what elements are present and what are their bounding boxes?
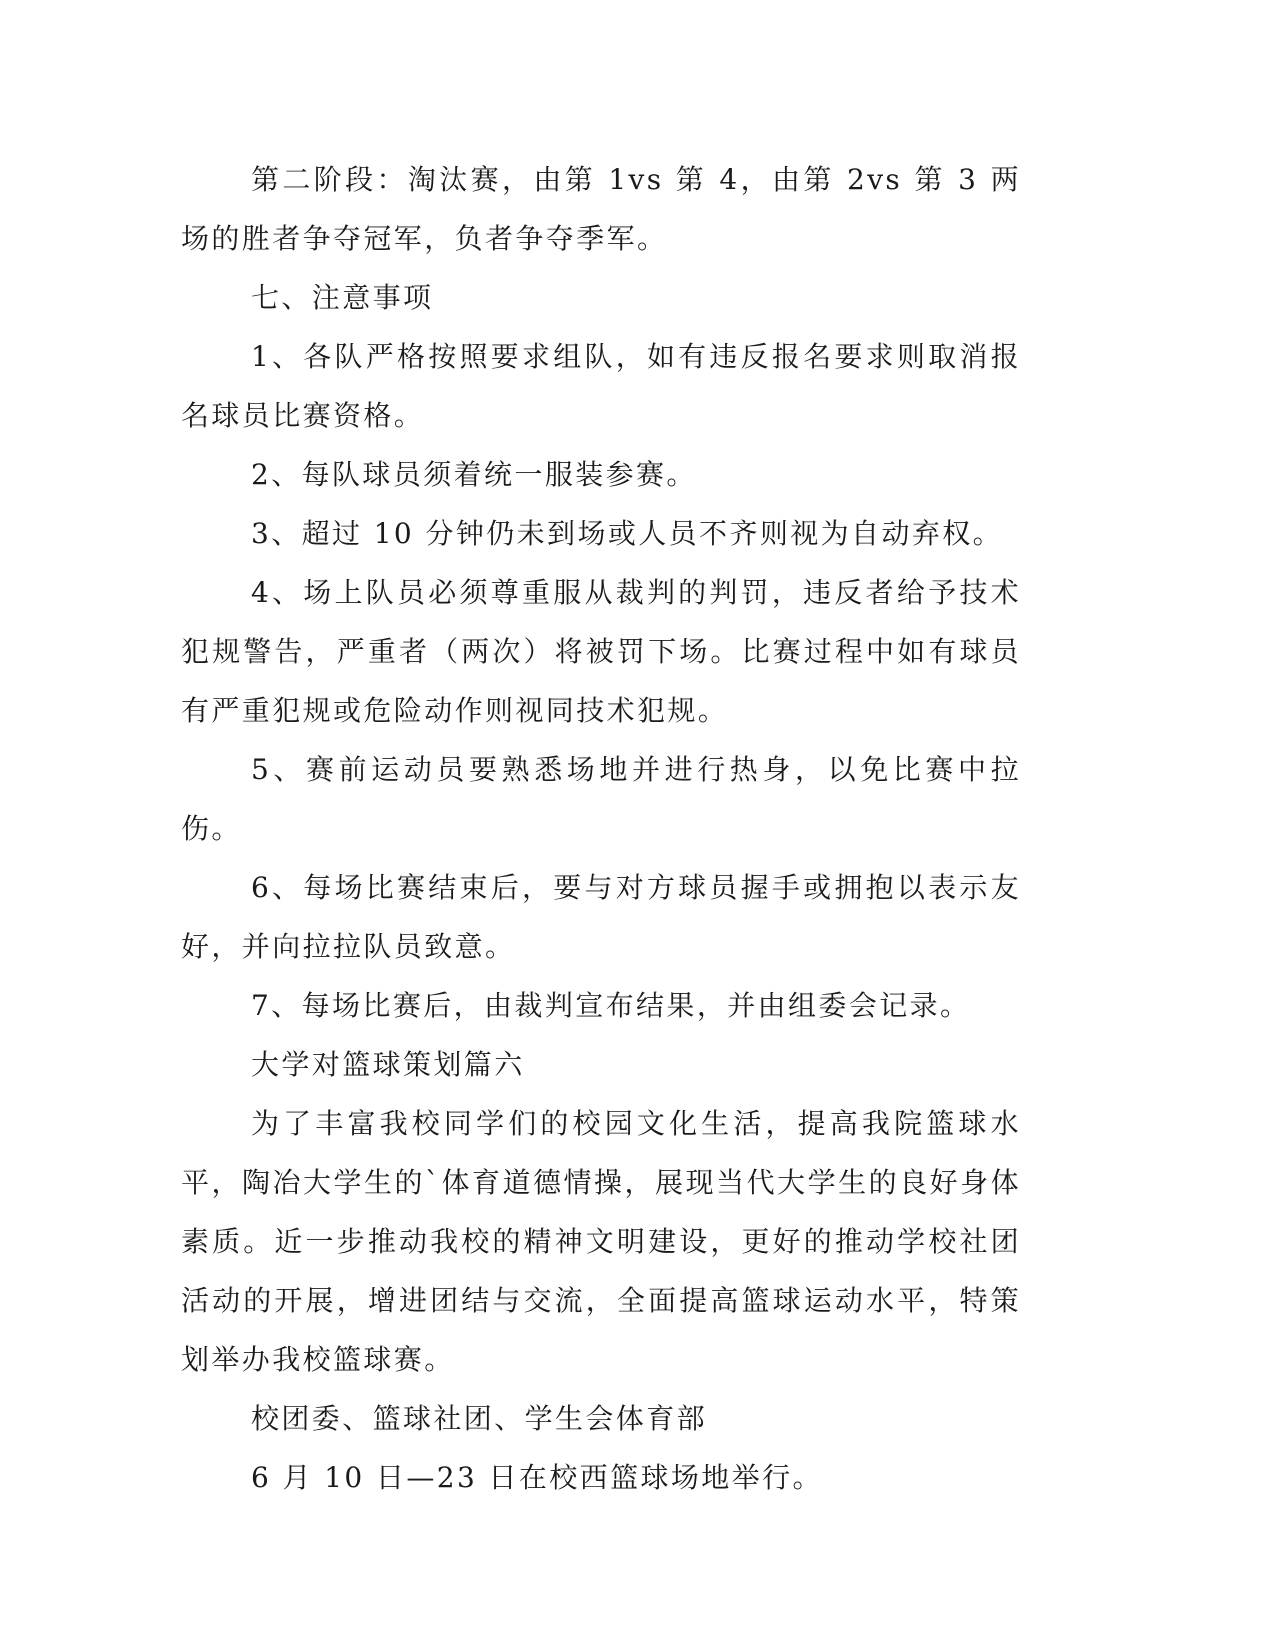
chapter-title: 大学对篮球策划篇六 <box>251 1048 525 1081</box>
paragraph-organizers: 校团委、篮球社团、学生会体育部 <box>251 1402 708 1435</box>
paragraph-purpose: 为了丰富我校同学们的校园文化生活，提高我院篮球水平，陶冶大学生的`体育道德情操，展现当代大学生的良好身体素质。近一步推动我校的精神文明建设，更好的推动学校社团活动的开展，增进团结与交流，全面提高篮球运动水平，特策划举办我校篮球赛。 <box>181 1107 1021 1376</box>
note-item-5: 5、赛前运动员要熟悉场地并进行热身，以免比赛中拉伤。 <box>181 753 1021 845</box>
note-item-3: 3、超过 10 分钟仍未到场或人员不齐则视为自动弃权。 <box>251 517 1004 550</box>
note-item-4: 4、场上队员必须尊重服从裁判的判罚，违反者给予技术犯规警告，严重者（两次）将被罚下场。比赛过程中如有球员有严重犯规或危险动作则视同技术犯规。 <box>181 576 1021 727</box>
paragraph-schedule: 6 月 10 日—23 日在校西篮球场地举行。 <box>251 1461 823 1494</box>
note-item-6: 6、每场比赛结束后，要与对方球员握手或拥抱以表示友好，并向拉拉队员致意。 <box>181 871 1021 963</box>
note-item-1: 1、各队严格按照要求组队，如有违反报名要求则取消报名球员比赛资格。 <box>181 340 1021 432</box>
note-item-2: 2、每队球员须着统一服装参赛。 <box>251 458 697 491</box>
document-body <box>181 150 1021 1507</box>
note-item-7: 7、每场比赛后，由裁判宣布结果，并由组委会记录。 <box>251 989 971 1022</box>
paragraph-stage-two: 第二阶段：淘汰赛，由第 1vs 第 4，由第 2vs 第 3 两场的胜者争夺冠军，负者争夺季军。 <box>181 163 1021 255</box>
section-heading-notes: 七、注意事项 <box>251 281 434 314</box>
